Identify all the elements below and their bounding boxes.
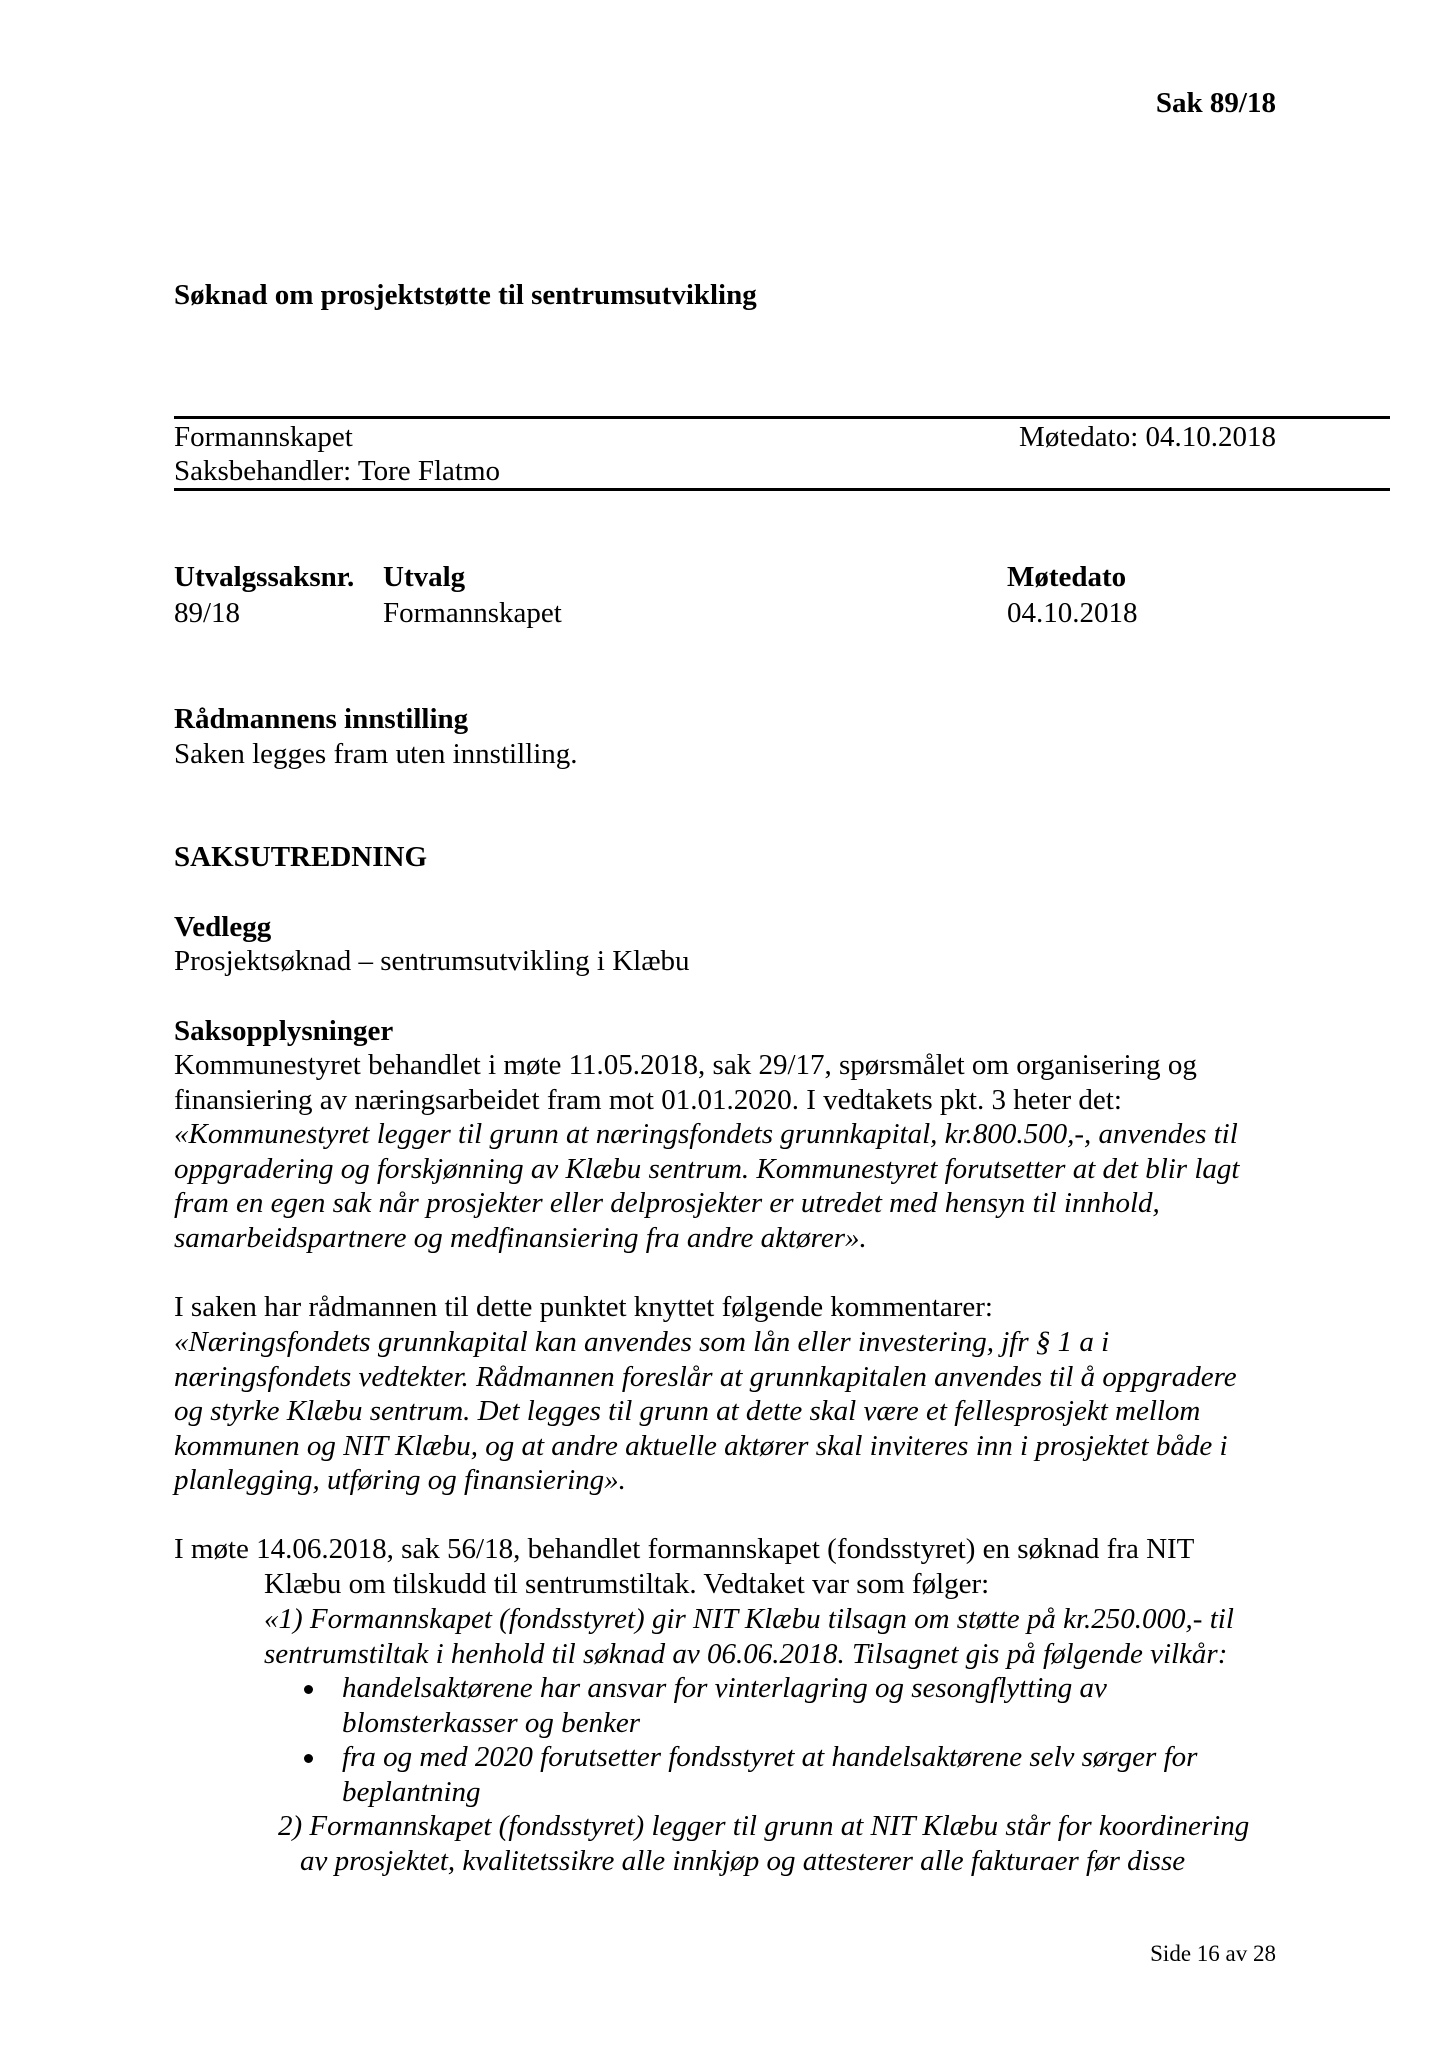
bullet-item xyxy=(342,1740,1197,1809)
quote-line: «Kommunestyret legger til grunn at næringsfondets grunnkapital, kr.800.500,-, anvendes til xyxy=(174,1118,1238,1150)
paragraph-line: I saken har rådmannen til dette punktet knyttet følgende kommentarer: xyxy=(174,1291,993,1323)
decision-point-2-line-2: av prosjektet, kvalitetssikre alle innkjøp og attesterer alle fakturaer før disse xyxy=(300,1845,1186,1877)
document-title: Søknad om prosjektstøtte til sentrumsutvikling xyxy=(174,279,757,311)
recommendation-heading: Rådmannens innstilling xyxy=(174,703,469,735)
decision-line: sentrumstiltak i henhold til søknad av 06.06.2018. Tilsagnet gis på følgende vilkår: xyxy=(264,1637,1228,1670)
quote-line: «Næringsfondets grunnkapital kan anvendes som lån eller investering, jfr § 1 a i xyxy=(174,1326,1110,1358)
case-info-paragraph-3-line-2: Klæbu om tilskudd til sentrumstiltak. Vedtaket var som følger: xyxy=(264,1568,990,1600)
bullet-line: fra og med 2020 forutsetter fondsstyret at handelsaktørene selv sørger for xyxy=(342,1741,1198,1773)
table-cell-case-number: 89/18 xyxy=(174,597,241,629)
quote-line: fram en egen sak når prosjekter eller delprosjekter er utredet med hensyn til innhold, xyxy=(174,1187,1160,1219)
quote-line: samarbeidspartnere og medfinansiering fra andre aktører». xyxy=(174,1221,867,1254)
case-reference: Sak 89/18 xyxy=(1155,87,1276,119)
bottom-rule xyxy=(174,488,1390,491)
decision-line: «1) Formannskapet (fondsstyret) gir NIT Klæbu tilsagn om støtte på kr.250.000,- til xyxy=(264,1603,1234,1635)
bullet-line: beplantning xyxy=(342,1775,481,1808)
attachments-heading: Vedlegg xyxy=(174,911,272,943)
paragraph-line: Kommunestyret behandlet i møte 11.05.2018, sak 29/17, spørsmålet om organisering og xyxy=(174,1049,1197,1081)
table-cell-meeting-date: 04.10.2018 xyxy=(1007,597,1138,629)
attachments-text: Prosjektsøknad – sentrumsutvikling i Klæbu xyxy=(174,945,690,977)
bullet-dot xyxy=(304,1754,313,1763)
table-header-meeting-date: Møtedato xyxy=(1007,561,1127,593)
section-heading: SAKSUTREDNING xyxy=(174,841,427,873)
case-info-heading: Saksopplysninger xyxy=(174,1015,394,1047)
page-number: Side 16 av 28 xyxy=(1150,1941,1276,1966)
top-rule xyxy=(174,416,1390,419)
council-quote xyxy=(174,1117,1239,1255)
table-header-case-number: Utvalgssaksnr. xyxy=(174,561,355,593)
quote-line: næringsfondets vedtekter. Rådmannen foreslår at grunnkapitalen anvendes til å oppgradere xyxy=(174,1360,1237,1393)
quote-line: oppgradering og forskjønning av Klæbu sentrum. Kommunestyret forutsetter at det blir lagt xyxy=(174,1152,1240,1185)
bullet-dot xyxy=(304,1685,313,1694)
case-info-paragraph-3-line-1: I møte 14.06.2018, sak 56/18, behandlet formannskapet (fondsstyret) en søknad fra NIT xyxy=(174,1533,1195,1565)
quote-line: kommunen og NIT Klæbu, og at andre aktuelle aktører skal inviteres inn i prosjektet både i xyxy=(174,1429,1228,1462)
recommendation-text: Saken legges fram uten innstilling. xyxy=(174,738,578,770)
chief-officer-quote xyxy=(174,1325,1237,1498)
meeting-date: Møtedato: 04.10.2018 xyxy=(1019,421,1276,453)
paragraph-line: finansiering av næringsarbeidet fram mot 01.01.2020. I vedtakets pkt. 3 heter det: xyxy=(174,1083,1122,1116)
case-info-paragraph-1 xyxy=(174,1048,1197,1117)
decision-point-1 xyxy=(264,1602,1234,1671)
table-cell-committee: Formannskapet xyxy=(383,597,562,629)
decision-point-2-line-1: 2) Formannskapet (fondsstyret) legger til grunn at NIT Klæbu står for koordinering xyxy=(278,1810,1250,1842)
case-info-paragraph-2 xyxy=(174,1290,993,1325)
bullet-line: handelsaktørene har ansvar for vinterlagring og sesongflytting av xyxy=(342,1672,1107,1704)
committee-name: Formannskapet xyxy=(174,421,353,453)
bullet-item xyxy=(342,1671,1107,1740)
quote-line: planlegging, utføring og finansiering». xyxy=(174,1464,626,1496)
quote-line: og styrke Klæbu sentrum. Det legges til grunn at dette skal være et fellesprosjekt mellom xyxy=(174,1395,1201,1427)
case-officer: Saksbehandler: Tore Flatmo xyxy=(174,455,501,487)
table-header-committee: Utvalg xyxy=(383,561,466,593)
bullet-line: blomsterkasser og benker xyxy=(342,1706,641,1739)
